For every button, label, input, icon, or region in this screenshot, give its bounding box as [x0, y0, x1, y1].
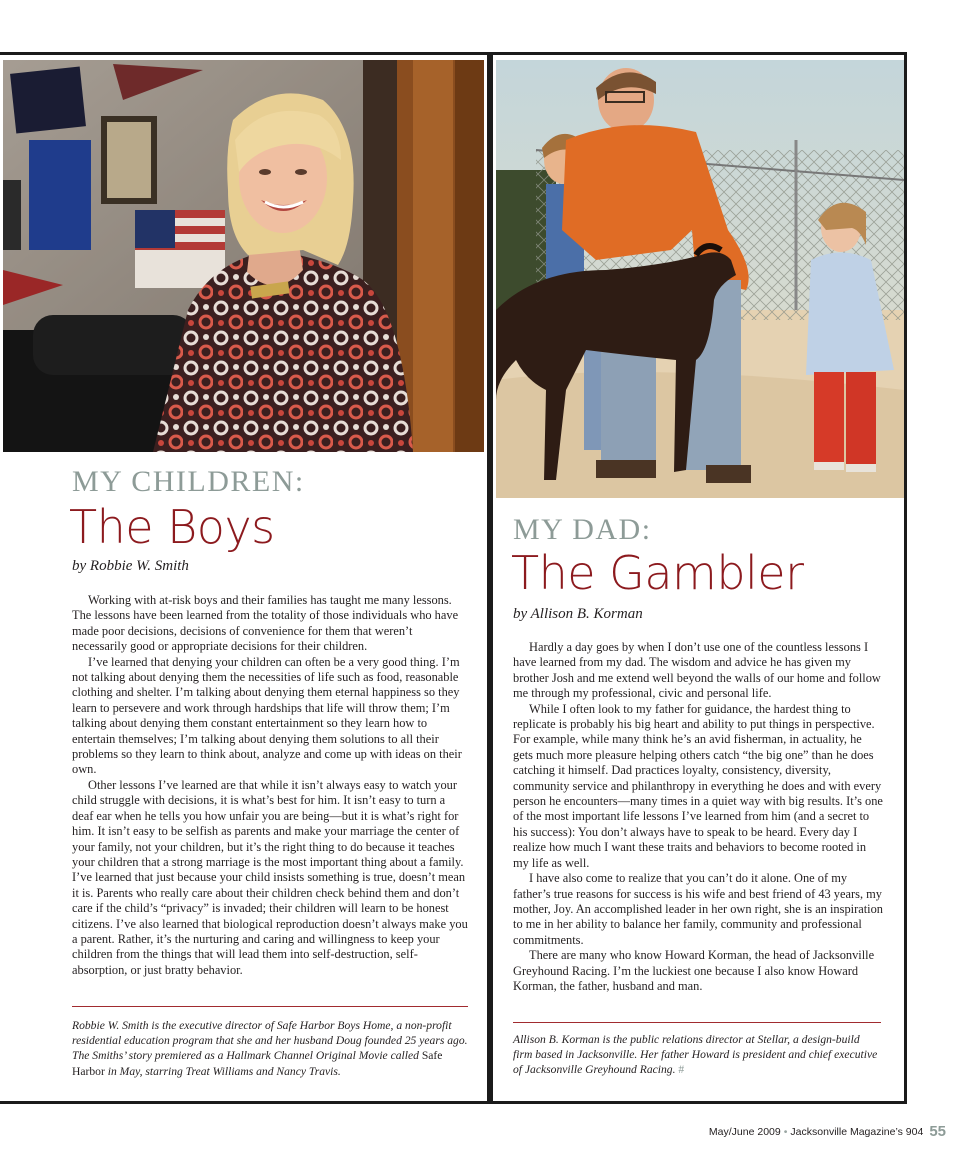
magazine-name: Jacksonville Magazine’s 904 — [790, 1126, 924, 1138]
left-paragraph: I’ve learned that denying your children can often be a very good thing. I’m not talking about denying them the necessities of life such as food, reasonable clothing and shelter. I’m talking about denying them eternal happiness so they learn to persevere and work through hardships that life will throw them; I’m talking about denying them constant entertainment so they learn how to entertain themselves; I’m talking about denying them solutions to all their problems so they learn to think about, analyze and come up with ideas on their own. — [72, 654, 462, 777]
right-paragraph: Hardly a day goes by when I don’t use one of the countless lessons I have learned from my dad. The wisdom and advice he has given my brother Josh and me extend well beyond the walls of our home and follow me through my professional, civic and personal life. — [513, 640, 881, 701]
right-bio-text: Allison B. Korman is the public relations director at Stellar, a design-build firm based in Jacksonville. Her father Howard is president and chief executive of Jacksonville Greyhound Racing. — [513, 1033, 878, 1077]
page-number: 55 — [929, 1123, 946, 1140]
right-paragraph: I have also come to realize that you can’t do it alone. One of my father’s true reasons for success is his wife and best friend of 43 years, my mother, Joy. An accomplished leader in her own right, she is an inspiration to me in her ability to balance her family, community and professional commitments. — [513, 871, 883, 947]
right-byline: by Allison B. Korman — [513, 606, 643, 622]
left-bio-text-a: Robbie W. Smith is the executive director of Safe Harbor Boys Home, a non-profit residential education program that she and her husband Doug founded 25 years ago. The Smiths’ story premiered as a Hallmark Channel Original Movie called — [72, 1019, 468, 1063]
right-author-bio — [513, 1032, 881, 1078]
right-headline: The Gambler — [511, 546, 804, 600]
left-paragraph: Other lessons I’ve learned are that while it isn’t always easy to watch your child struggle with decisions, it is what’s best for him. It isn’t easy to turn a deaf ear when he tells you how unfair you are being—but it is what’s right for him. It isn’t easy to be selfish as parents and make your marriage the center of your family, not your children, but it’s the right thing to do because it teaches your children that a strong marriage is the most important thing about a family. I’ve learned that just because your child insists something is true, doesn’t mean it is. Parents who really care about their children check behind them and don’t care if the child’s “privacy” is invaded; their children will learn to be honest citizens. I’ve also learned that biological reproduction doesn’t always make you a parent. Rather, it’s the nurturing and caring and willingness to keep your children from the things that will lead them into self-destruction, self-absorption, or just bratty behavior. — [72, 777, 468, 977]
right-article — [496, 60, 904, 1100]
left-article — [3, 60, 484, 1100]
family-with-greyhound-photo — [496, 60, 904, 498]
right-article-body — [513, 640, 883, 994]
right-bio-divider — [513, 1022, 881, 1023]
right-paragraph: While I often look to my father for guidance, the hardest thing to replicate is probably his big heart and ability to put things in perspective. For example, while many think he’s an avid fisherman, in actuality, he gets much more pleasure helping others catch “the big one” than he does catching it himself. Dad practices loyalty, consistency, diversity, community service and philanthropy in everything he does and with every person he encounters—many times in a quiet way with big results. It’s one of the most important life lessons I’ve learned from him (and a secret to his success): You don’t always have to speak to be heard. Every day I realize how much I want these traits and behaviors to become rooted in my life as well. — [513, 701, 883, 870]
left-kicker: MY CHILDREN: — [72, 465, 305, 498]
left-author-bio — [72, 1018, 468, 1079]
right-kicker: MY DAD: — [513, 513, 652, 546]
footer-separator: • — [783, 1126, 788, 1138]
left-headline: The Boys — [69, 500, 275, 554]
article-frame — [0, 52, 907, 1104]
woman-portrait-photo — [3, 60, 484, 452]
column-divider — [487, 55, 493, 1101]
end-mark: # — [678, 1063, 685, 1077]
right-paragraph: There are many who know Howard Korman, the head of Jacksonville Greyhound Racing. I’m the luckiest one because I also know Howard Korman, the father, husband and man. — [513, 948, 875, 993]
page-footer — [709, 1123, 946, 1140]
left-bio-text-b: in May, starring Treat Williams and Nancy Travis. — [104, 1064, 341, 1078]
left-bio-movie-title: Safe Harbor — [72, 1049, 443, 1078]
left-article-body — [72, 593, 468, 978]
left-bio-divider — [72, 1006, 468, 1007]
issue-date: May/June 2009 — [708, 1126, 781, 1138]
left-byline: by Robbie W. Smith — [72, 558, 189, 574]
left-paragraph: Working with at-risk boys and their families has taught me many lessons. The lessons have been learned from the totality of those individuals who have made poor decisions, decisions of convenience for them that weren’t necessarily good or appropriate decisions for their children. — [72, 593, 459, 654]
